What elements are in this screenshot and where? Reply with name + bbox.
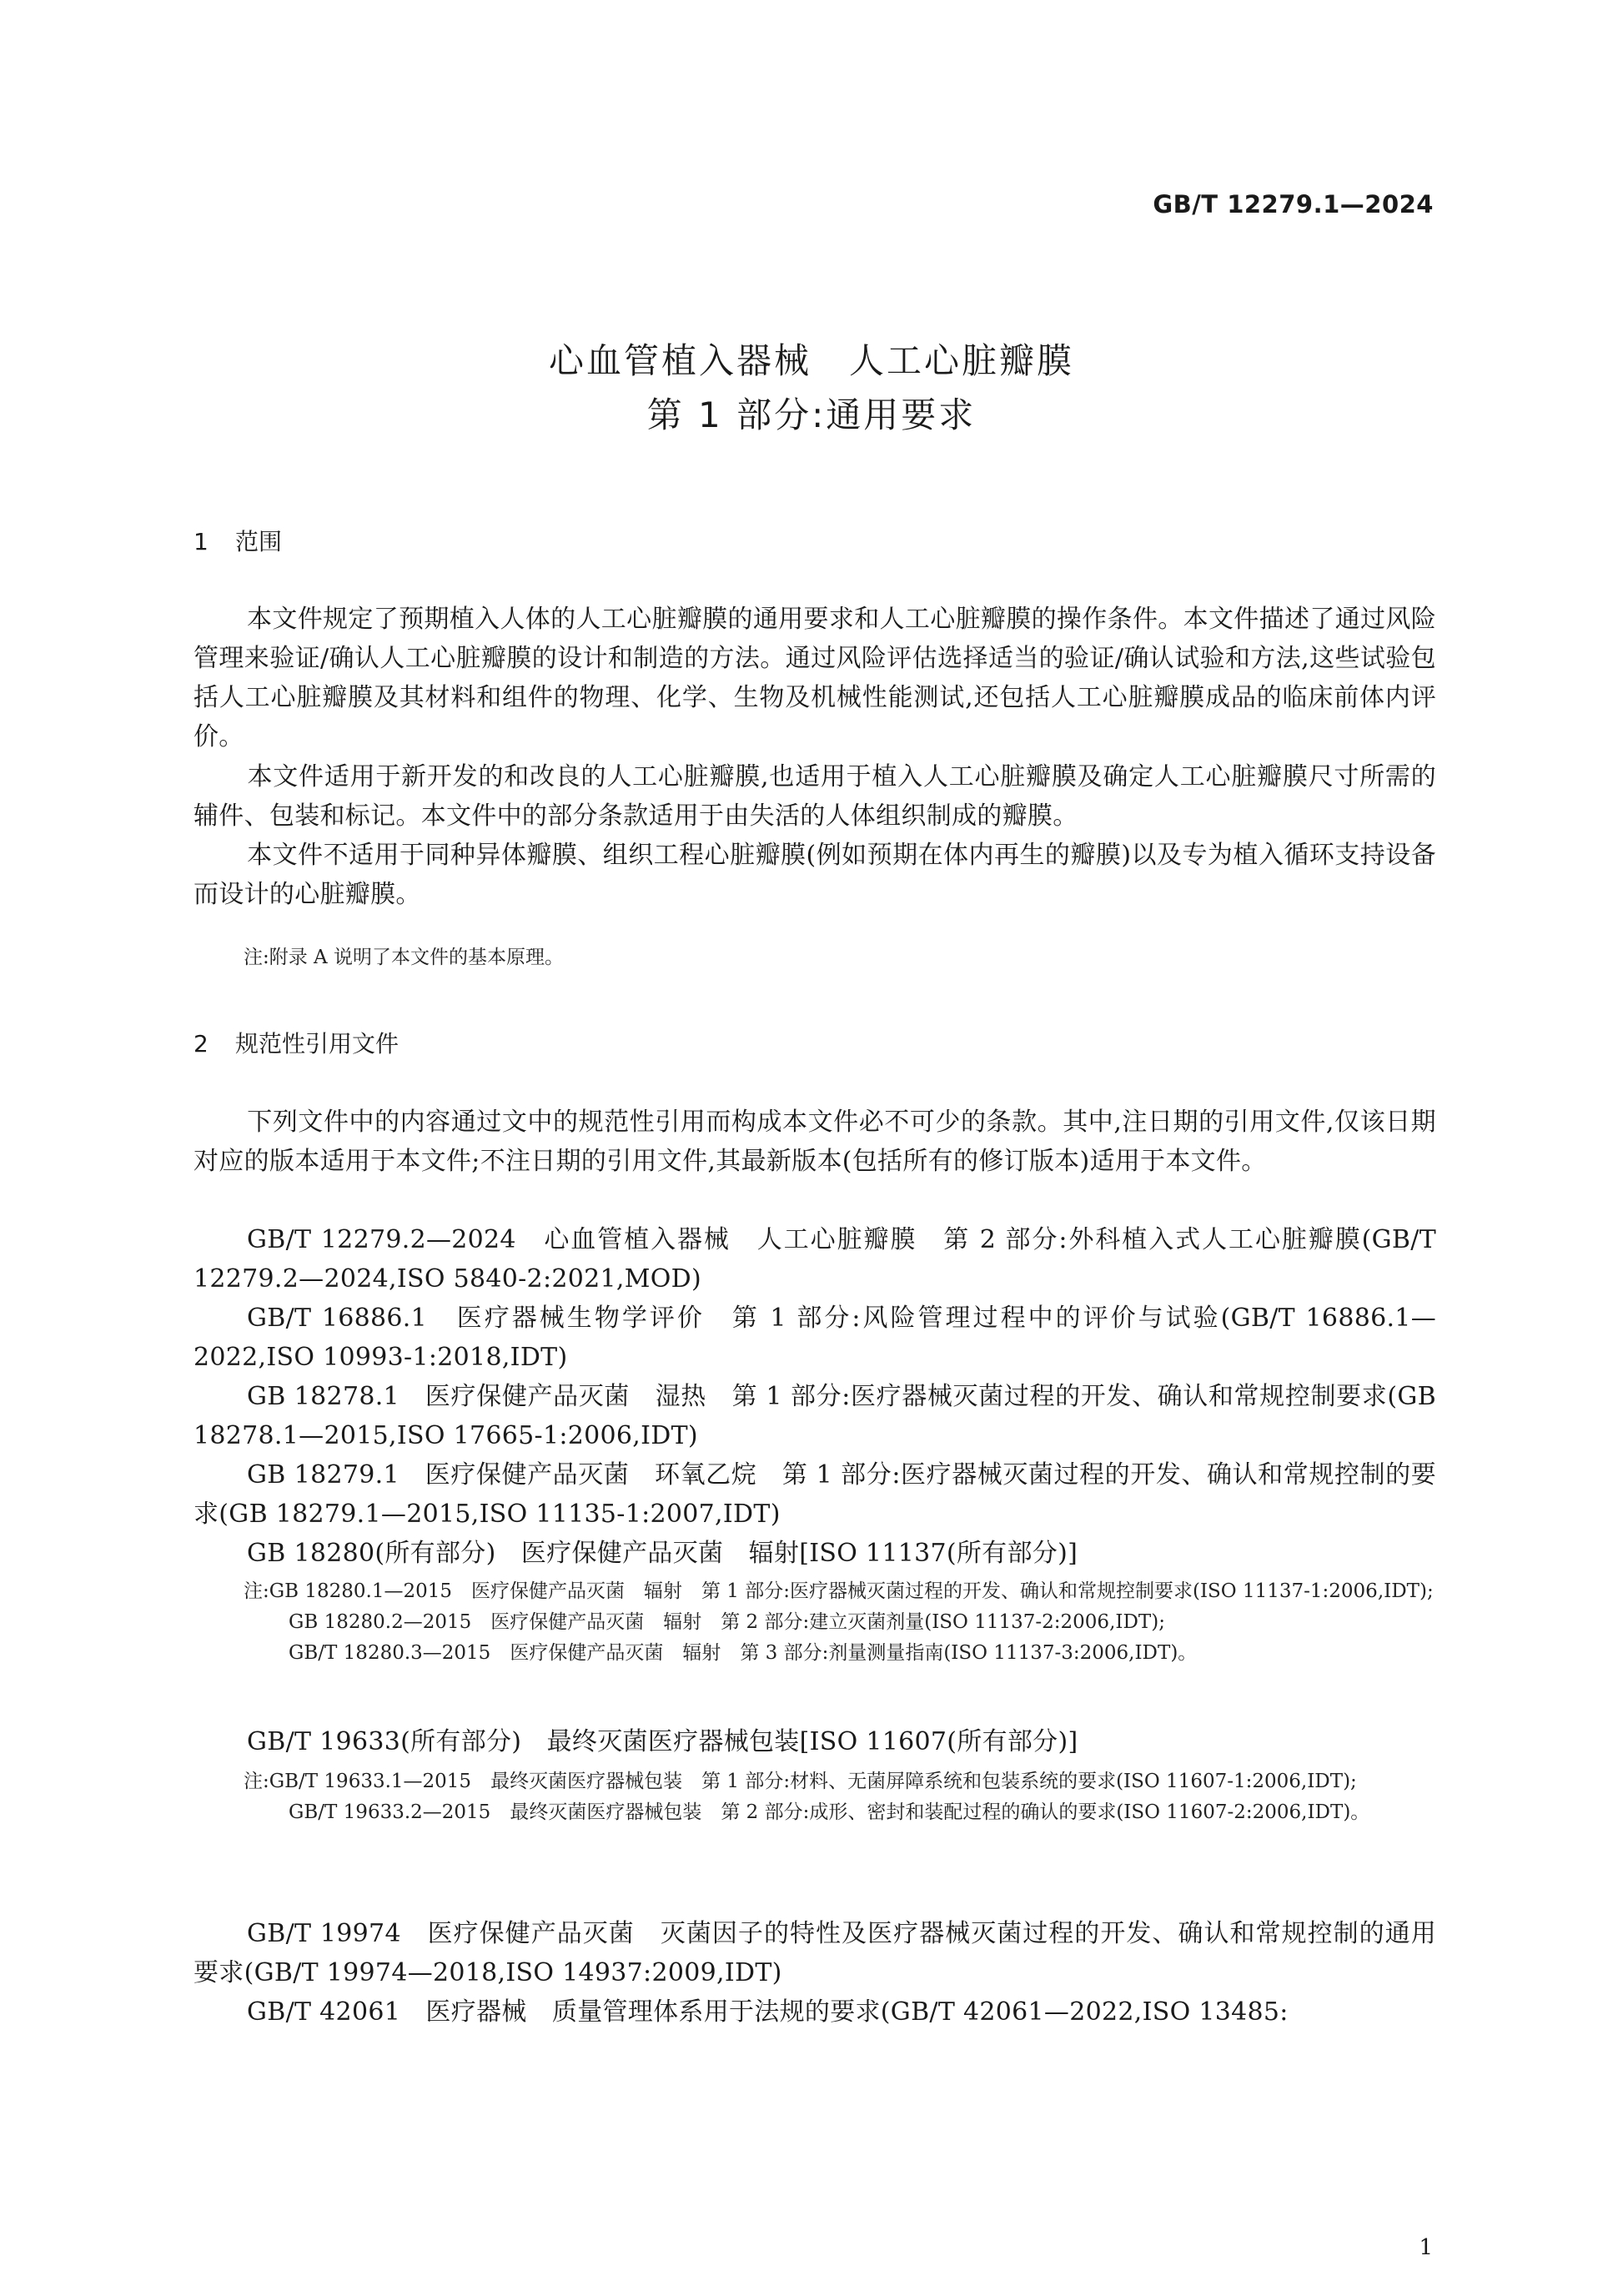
reference-entry [193,1534,1436,1573]
note-item: GB/T 19633.2—2015 最终灭菌医疗器械包装 第 2 部分:成形、密封和装配过程的确认的要求(ISO 11607-2:2006,IDT)。 [289,1801,1370,1823]
reference-text: GB/T 16886.1 医疗器械生物学评价 第 1 部分:风险管理过程中的评价与试验(GB/T 16886.1—2022,ISO 10993-1:2018,IDT) [193,1304,1436,1372]
reference-text: GB/T 19974 医疗保健产品灭菌 灭菌因子的特性及医疗器械灭菌过程的开发、确认和常规控制的通用要求(GB/T 19974—2018,ISO 14937:2009,IDT) [193,1919,1436,1987]
reference-text: GB 18278.1 医疗保健产品灭菌 湿热 第 1 部分:医疗器械灭菌过程的开发、确认和常规控制要求(GB 18278.1—2015,ISO 17665-1:2006,IDT) [193,1382,1436,1450]
paragraph [193,836,1436,914]
section-heading-scope [193,524,282,557]
page-number: 1 [1419,2235,1433,2260]
document-title-line1: 心血管植入器械 人工心脏瓣膜 [548,340,1074,381]
section-number: 1 [193,528,209,555]
reference-entry [193,1220,1436,1299]
reference-entry [193,1377,1436,1455]
paragraph-text: 本文件不适用于同种异体瓣膜、组织工程心脏瓣膜(例如预期在体内再生的瓣膜)以及专为植入循环支持设备而设计的心脏瓣膜。 [193,841,1436,909]
reference-entry [193,1455,1436,1534]
section-title: 范围 [235,528,283,555]
section-number: 2 [193,1030,209,1058]
reference-text: GB/T 19633(所有部分) 最终灭菌医疗器械包装[ISO 11607(所有部分)] [247,1727,1078,1756]
reference-entry [193,1299,1436,1377]
note-item: GB 18280.1—2015 医疗保健产品灭菌 辐射 第 1 部分:医疗器械灭菌过程的开发、确认和常规控制要求(ISO 11137-1:2006,IDT); [269,1580,1434,1602]
note-item: GB 18280.2—2015 医疗保健产品灭菌 辐射 第 2 部分:建立灭菌剂量(ISO 11137-2:2006,IDT); [289,1611,1165,1633]
paragraph [193,600,1436,756]
note-label: 注: [244,1580,269,1602]
paragraph [193,757,1436,836]
reference-text: GB/T 42061 医疗器械 质量管理体系用于法规的要求(GB/T 42061—2022,ISO 13485: [247,1997,1289,2027]
section-heading-normative-references [193,1026,399,1059]
section-title: 规范性引用文件 [235,1030,399,1058]
note-label: 注: [244,1771,269,1792]
reference-entry [193,1914,1436,1992]
reference-note [244,1766,1436,1828]
reference-note [244,1576,1436,1669]
paragraph-text: 本文件适用于新开发的和改良的人工心脏瓣膜,也适用于植入人工心脏瓣膜及确定人工心脏瓣膜尺寸所需的辅件、包装和标记。本文件中的部分条款适用于由失活的人体组织制成的瓣膜。 [193,762,1436,831]
paragraph-text: 下列文件中的内容通过文中的规范性引用而构成本文件必不可少的条款。其中,注日期的引用文件,仅该日期对应的版本适用于本文件;不注日期的引用文件,其最新版本(包括所有的修订版本)适用于本文件。 [193,1108,1436,1176]
note-text: 注:附录 A 说明了本文件的基本原理。 [244,947,564,968]
standard-number: GB/T 12279.1—2024 [1153,190,1434,219]
reference-text: GB 18279.1 医疗保健产品灭菌 环氧乙烷 第 1 部分:医疗器械灭菌过程的开发、确认和常规控制的要求(GB 18279.1—2015,ISO 11135-1:2007,IDT) [193,1460,1436,1529]
note-item: GB/T 19633.1—2015 最终灭菌医疗器械包装 第 1 部分:材料、无菌屏障系统和包装系统的要求(ISO 11607-1:2006,IDT); [269,1771,1357,1792]
reference-text: GB/T 12279.2—2024 心血管植入器械 人工心脏瓣膜 第 2 部分:外科植入式人工心脏瓣膜(GB/T 12279.2—2024,ISO 5840-2:2021,MOD) [193,1225,1436,1294]
note [244,942,1436,973]
document-title-line2: 第 1 部分:通用要求 [646,394,977,435]
reference-text: GB 18280(所有部分) 医疗保健产品灭菌 辐射[ISO 11137(所有部分)] [247,1539,1078,1568]
paragraph-text: 本文件规定了预期植入人体的人工心脏瓣膜的通用要求和人工心脏瓣膜的操作条件。本文件描述了通过风险管理来验证/确认人工心脏瓣膜的设计和制造的方法。通过风险评估选择适当的验证/确认试验和方法,这些试验包括人工心脏瓣膜及其材料和组件的物理、化学、生物及机械性能测试,还包括人工心脏瓣膜成品的临床前体内评价。 [193,605,1436,751]
reference-entry [193,1722,1436,1761]
note-item: GB/T 18280.3—2015 医疗保健产品灭菌 辐射 第 3 部分:剂量测量指南(ISO 11137-3:2006,IDT)。 [289,1642,1198,1664]
paragraph [193,1103,1436,1181]
reference-entry [193,1992,1436,2032]
